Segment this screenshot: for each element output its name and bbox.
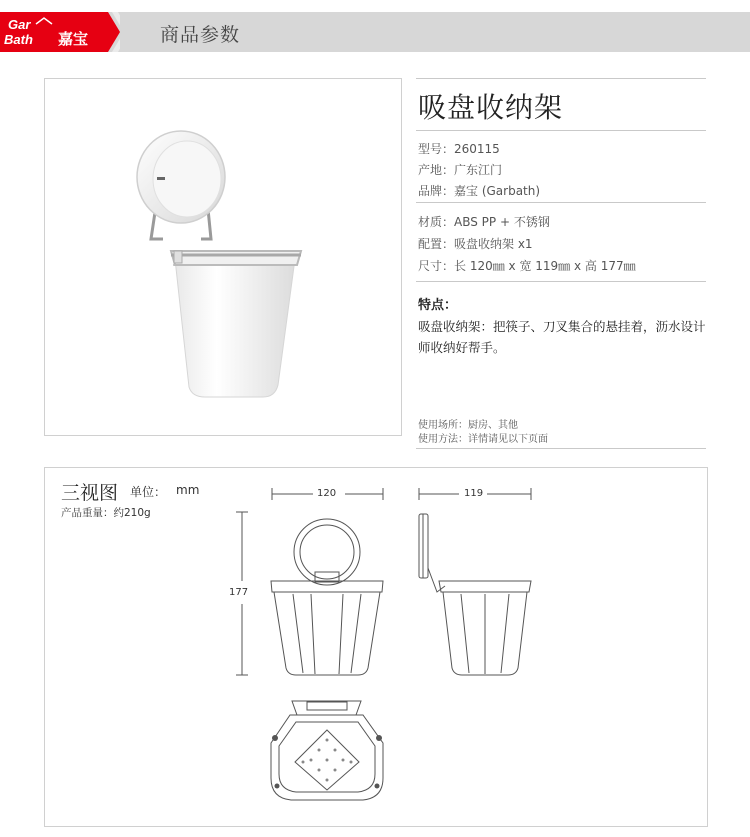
product-weight: 产品重量：约210g xyxy=(61,507,151,519)
spec-brand: 品牌：嘉宝 (Garbath) xyxy=(418,184,541,198)
spec-size: 尺寸：长 120㎜ x 宽 119㎜ x 高 177㎜ xyxy=(418,259,636,273)
spec-origin: 产地：广东江门 xyxy=(418,163,503,177)
unit-label: 单位： xyxy=(130,485,167,499)
header-bar xyxy=(0,12,750,52)
features-title: 特点： xyxy=(418,298,458,313)
product-photo xyxy=(44,78,402,436)
garbath-logo xyxy=(0,12,120,52)
features-text: 吸盘收纳架：把筷子、刀叉集合的悬挂着，沥水设计师收纳好帮手。 xyxy=(418,319,706,355)
divider xyxy=(416,202,706,203)
technical-drawing xyxy=(45,468,709,828)
section-title: 商品参数 xyxy=(160,24,241,46)
divider xyxy=(416,281,706,282)
dim-height: 177 xyxy=(229,587,249,598)
unit-value: mm xyxy=(176,483,200,497)
product-info xyxy=(416,78,708,450)
usage-place: 使用场所：厨房、其他 xyxy=(418,420,518,431)
spec-config: 配置：吸盘收纳架 x1 xyxy=(418,237,533,251)
product-name: 吸盘收纳架 xyxy=(418,91,564,124)
views-title: 三视图 xyxy=(61,482,119,504)
spec-model: 型号：260115 xyxy=(418,142,500,156)
svg-text:嘉宝: 嘉宝 xyxy=(58,30,89,48)
dim-depth: 119 xyxy=(464,488,484,499)
usage-method: 使用方法：详情请见以下页面 xyxy=(418,434,548,445)
svg-text:Gar: Gar xyxy=(8,17,31,32)
divider xyxy=(416,448,706,449)
dim-width: 120 xyxy=(317,488,337,499)
divider xyxy=(416,78,706,79)
spec-material: 材质：ABS PP + 不锈钢 xyxy=(418,215,550,229)
divider xyxy=(416,130,706,131)
svg-text:Bath: Bath xyxy=(4,32,33,47)
three-view-drawing xyxy=(44,467,708,827)
